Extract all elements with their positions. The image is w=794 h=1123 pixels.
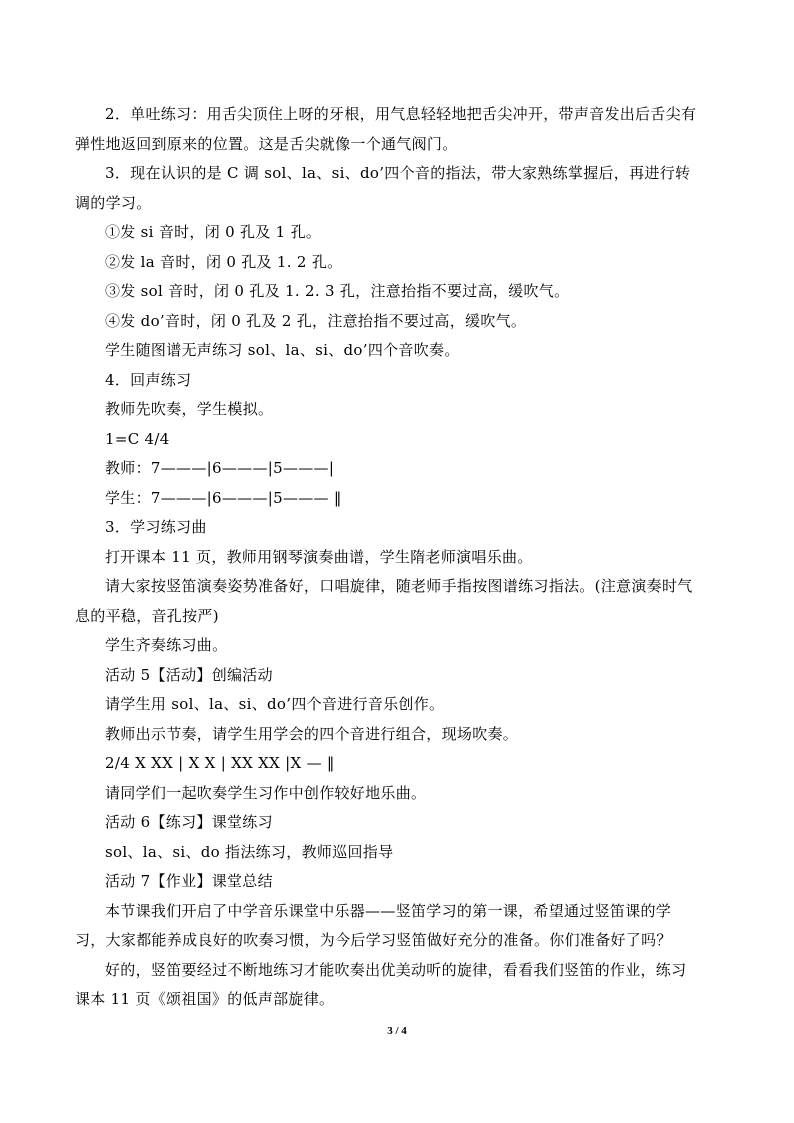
- text-line: ③发 sol 音时，闭 0 孔及 1. 2. 3 孔，注意抬指不要过高，缓吹气。: [105, 282, 570, 300]
- text-line: sol、la、si、do 指法练习，教师巡回指导: [105, 842, 394, 861]
- text-line: 教师先吹奏，学生模拟。: [105, 400, 274, 418]
- text-line: ④发 do’音时，闭 0 孔及 2 孔，注意抬指不要过高，缓吹气。: [105, 311, 527, 330]
- text-line: 请大家按竖笛演奏姿势准备好，口唱旋律，随老师手指按图谱练习指法。(注意演奏时气: [105, 577, 693, 595]
- document-body: [75, 100, 705, 1015]
- text-line: 调的学习。: [75, 193, 152, 212]
- text-line: 本节课我们开启了中学音乐课堂中乐器——竖笛学习的第一课，希望通过竖笛课的学: [105, 901, 672, 920]
- text-line: 教师出示节奏，请学生用学会的四个音进行组合，现场吹奏。: [105, 724, 519, 743]
- text-line: 活动 7【作业】课堂总结: [105, 872, 273, 890]
- text-line: 活动 6【练习】课堂练习: [105, 813, 273, 831]
- text-line: 习，大家都能养成良好的吹奏习惯，为今后学习竖笛做好充分的准备。你们准备好了吗？: [75, 931, 672, 949]
- text-line: 好的，竖笛要经过不断地练习才能吹奏出优美动听的旋律，看看我们竖笛的作业，练习: [105, 960, 687, 979]
- text-line: 2/4 X XX | X X | XX XX |X — ‖: [105, 754, 335, 772]
- text-line: 3．现在认识的是 C 调 sol、la、si、do’四个音的指法，带大家熟练掌握后，再进行转: [105, 164, 691, 182]
- text-line: 4．回声练习: [105, 370, 192, 389]
- text-line: 活动 5【活动】创编活动: [105, 665, 273, 684]
- text-line: 1=C 4/4: [105, 429, 170, 448]
- text-line: 课本 11 页《颂祖国》的低声部旋律。: [75, 990, 335, 1008]
- text-line: 学生随图谱无声练习 sol、la、si、do’四个音吹奏。: [105, 341, 460, 359]
- text-line: ②发 la 音时，闭 0 孔及 1. 2 孔。: [105, 252, 343, 271]
- text-line: 学生：7———|6———|5——— ‖: [105, 488, 342, 507]
- text-line: 教师：7———|6———|5———|: [105, 459, 335, 477]
- text-line: 打开课本 11 页，教师用钢琴演奏曲谱，学生隋老师演唱乐曲。: [105, 547, 533, 566]
- text-line: 弹性地返回到原来的位置。这是舌尖就像一个通气阀门。: [75, 134, 458, 153]
- text-line: 请同学们一起吹奏学生习作中创作较好地乐曲。: [105, 783, 427, 802]
- text-line: ①发 si 音时，闭 0 孔及 1 孔。: [105, 223, 322, 241]
- text-line: 3．学习练习曲: [105, 518, 207, 536]
- text-line: 息的平稳，音孔按严): [75, 606, 219, 625]
- text-line: 学生齐奏练习曲。: [105, 636, 228, 654]
- text-line: 请学生用 sol、la、si、do’四个音进行音乐创作。: [105, 695, 445, 713]
- page-number: 3 / 4: [387, 1025, 407, 1037]
- text-line: 2．单吐练习：用舌尖顶住上呀的牙根，用气息轻轻地把舌尖冲开，带声音发出后舌尖有: [105, 105, 697, 123]
